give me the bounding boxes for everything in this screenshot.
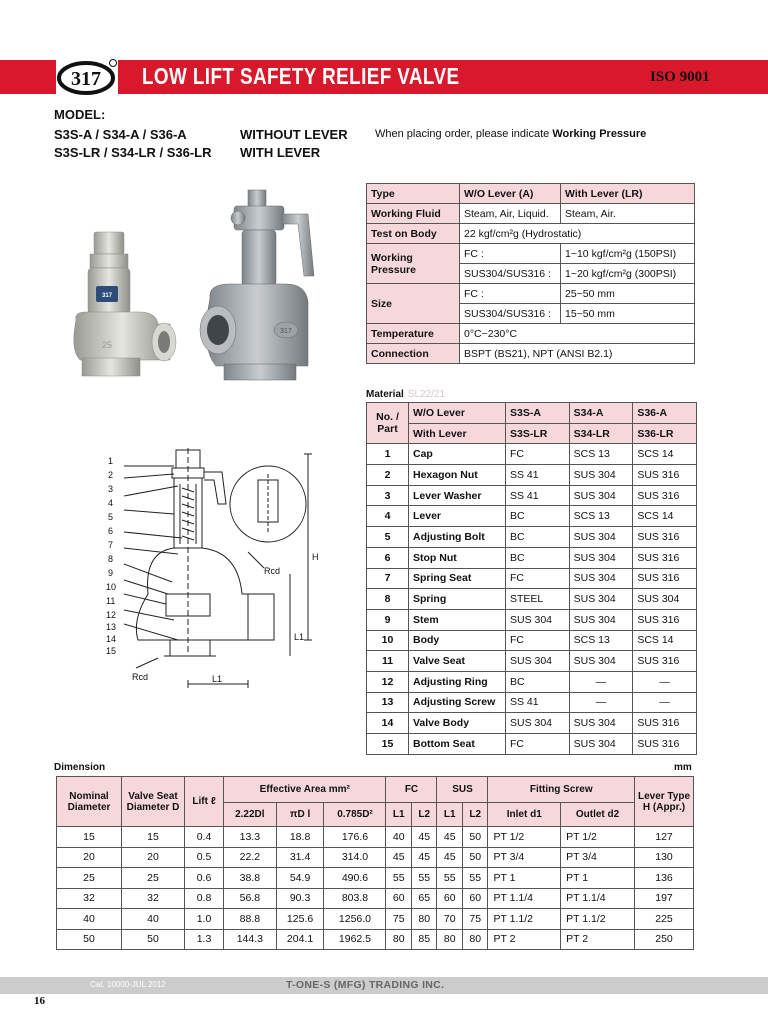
part-name: Adjusting Bolt	[409, 527, 506, 548]
material-value: SUS 316	[633, 568, 697, 589]
material-row	[367, 527, 697, 548]
dimension-value: 50	[122, 929, 185, 950]
dimension-value: 50	[462, 847, 488, 868]
spec-value: 25~50 mm	[561, 284, 695, 304]
diagram-callout: 13	[106, 622, 117, 632]
dim-header: Outlet d2	[561, 803, 635, 827]
diagram-callout: 15	[106, 646, 117, 656]
material-value: SUS 316	[633, 609, 697, 630]
part-number: 5	[367, 527, 409, 548]
spec-value: 22 kgf/cm²g (Hydrostatic)	[460, 224, 695, 244]
dimension-value: 13.3	[224, 827, 277, 848]
dimension-value: 80	[462, 929, 488, 950]
material-value: SUS 304	[506, 609, 570, 630]
dimension-value: 127	[635, 827, 694, 848]
material-value: STEEL	[506, 589, 570, 610]
spec-row-working-pressure	[367, 244, 695, 264]
diagram-label-rcd: Rcd	[132, 672, 149, 682]
brand-logo	[56, 57, 118, 97]
spec-row-type	[367, 184, 695, 204]
dimension-value: 60	[462, 888, 488, 909]
material-row	[367, 547, 697, 568]
dim-header: L1	[437, 803, 463, 827]
spec-header: With Lever (LR)	[561, 184, 695, 204]
material-value: —	[633, 671, 697, 692]
material-value: SS 41	[506, 485, 570, 506]
valve-photo-without-lever	[60, 228, 190, 393]
spec-value: 0°C~230°C	[460, 324, 695, 344]
dimension-value: 490.6	[324, 868, 386, 889]
diagram-label-rcd: Rcd	[264, 566, 281, 576]
dimension-value: 55	[411, 868, 437, 889]
material-row	[367, 671, 697, 692]
part-name: Hexagon Nut	[409, 465, 506, 486]
part-name: Stem	[409, 609, 506, 630]
spec-value: BSPT (BS21), NPT (ANSI B2.1)	[460, 344, 695, 364]
dimension-value: PT 1.1/4	[561, 888, 635, 909]
spec-label: Test on Body	[367, 224, 460, 244]
dimension-unit: mm	[674, 762, 692, 773]
valve-photo-with-lever	[190, 188, 330, 393]
order-note-emphasis: Working Pressure	[552, 128, 647, 140]
dimension-value: 55	[462, 868, 488, 889]
dimension-value: 176.6	[324, 827, 386, 848]
dim-header: L1	[386, 803, 412, 827]
material-value: SCS 13	[569, 444, 633, 465]
material-value: SUS 304	[569, 527, 633, 548]
dimension-value: 136	[635, 868, 694, 889]
part-name: Stop Nut	[409, 547, 506, 568]
svg-text:25: 25	[102, 340, 113, 350]
dim-header: SUS	[437, 777, 488, 803]
model-line-without-lever	[54, 127, 348, 142]
part-number: 3	[367, 485, 409, 506]
dimension-value: 15	[122, 827, 185, 848]
dimension-value: 60	[386, 888, 412, 909]
dimension-row	[57, 827, 694, 848]
dimension-value: 60	[437, 888, 463, 909]
diagram-callout: 12	[106, 610, 117, 620]
material-value: FC	[506, 568, 570, 589]
material-value: —	[569, 671, 633, 692]
order-note-text: When placing order, please indicate	[375, 128, 553, 140]
part-name: Valve Body	[409, 713, 506, 734]
part-number: 8	[367, 589, 409, 610]
material-header: S36-A	[633, 403, 697, 424]
material-value: BC	[506, 671, 570, 692]
part-name: Body	[409, 630, 506, 651]
spec-header: W/O Lever (A)	[460, 184, 561, 204]
dimension-value: PT 1	[488, 868, 561, 889]
material-value: SUS 304	[633, 589, 697, 610]
dimension-value: 144.3	[224, 929, 277, 950]
dimension-value: 45	[437, 827, 463, 848]
dimension-value: 55	[386, 868, 412, 889]
dim-header: L2	[462, 803, 488, 827]
dimension-value: 15	[57, 827, 122, 848]
dimension-value: 50	[462, 827, 488, 848]
dimension-value: 40	[57, 909, 122, 930]
part-number: 7	[367, 568, 409, 589]
material-value: SUS 316	[633, 734, 697, 755]
part-number: 11	[367, 651, 409, 672]
material-row	[367, 589, 697, 610]
dimension-value: 0.5	[185, 847, 224, 868]
material-header: With Lever	[409, 423, 506, 444]
iso-certification: ISO 9001	[650, 69, 710, 85]
material-row	[367, 568, 697, 589]
dim-header: πD l	[276, 803, 324, 827]
dimension-value: 45	[437, 847, 463, 868]
dimension-value: PT 2	[488, 929, 561, 950]
part-number: 14	[367, 713, 409, 734]
dimension-value: 32	[57, 888, 122, 909]
dimension-row	[57, 888, 694, 909]
dimension-value: 65	[411, 888, 437, 909]
spec-row-working-fluid	[367, 204, 695, 224]
diagram-callout: 5	[108, 512, 114, 522]
dim-header: Lift ℓ	[185, 777, 224, 827]
dimension-value: 20	[122, 847, 185, 868]
dimension-row	[57, 929, 694, 950]
dimension-header-row	[57, 777, 694, 803]
dimension-value: 56.8	[224, 888, 277, 909]
material-value: SS 41	[506, 692, 570, 713]
svg-text:317: 317	[101, 293, 113, 299]
material-header: S34-A	[569, 403, 633, 424]
dimension-value: 1.0	[185, 909, 224, 930]
material-value: SCS 14	[633, 444, 697, 465]
material-row	[367, 713, 697, 734]
dim-header: Fitting Screw	[488, 777, 635, 803]
diagram-callout: 1	[108, 456, 114, 466]
material-row	[367, 692, 697, 713]
part-number: 9	[367, 609, 409, 630]
spec-value: SUS304/SUS316 :	[460, 264, 561, 284]
material-value: FC	[506, 630, 570, 651]
material-value: SUS 316	[633, 713, 697, 734]
part-name: Spring	[409, 589, 506, 610]
diagram-label-l1: L1	[212, 674, 223, 684]
diagram-callout: 10	[106, 582, 117, 592]
part-name: Spring Seat	[409, 568, 506, 589]
dimension-value: 314.0	[324, 847, 386, 868]
dim-header: Lever Type H (Appr.)	[635, 777, 694, 827]
spec-row-connection	[367, 344, 695, 364]
spec-value: Steam, Air, Liquid.	[460, 204, 561, 224]
dimension-value: 55	[437, 868, 463, 889]
dimension-value: 45	[411, 847, 437, 868]
material-value: BC	[506, 506, 570, 527]
order-note	[375, 128, 646, 140]
dimension-value: 197	[635, 888, 694, 909]
material-value: SUS 304	[569, 609, 633, 630]
diagram-callout: 3	[108, 484, 114, 494]
spec-label: Temperature	[367, 324, 460, 344]
dimension-value: 22.2	[224, 847, 277, 868]
spec-value: FC :	[460, 284, 561, 304]
catalog-number: Cat. 10000-JUL 2012	[90, 980, 166, 989]
spec-value: 15~50 mm	[561, 304, 695, 324]
spec-label: Working Fluid	[367, 204, 460, 224]
material-value: SUS 304	[506, 651, 570, 672]
dimension-value: 40	[122, 909, 185, 930]
spec-label: Type	[367, 184, 460, 204]
material-row	[367, 506, 697, 527]
dimension-row	[57, 909, 694, 930]
svg-text:317: 317	[71, 68, 101, 90]
material-value: BC	[506, 527, 570, 548]
dimension-value: 80	[411, 909, 437, 930]
dimension-value: 90.3	[276, 888, 324, 909]
part-number: 6	[367, 547, 409, 568]
dimension-value: 45	[411, 827, 437, 848]
part-number: 10	[367, 630, 409, 651]
material-header: S3S-LR	[506, 423, 570, 444]
material-value: BC	[506, 547, 570, 568]
dimension-value: 20	[57, 847, 122, 868]
material-label	[366, 389, 445, 400]
material-header: S34-LR	[569, 423, 633, 444]
material-header: S36-LR	[633, 423, 697, 444]
company-name: T-ONE-S (MFG) TRADING INC.	[286, 979, 445, 991]
dimension-value: PT 1	[561, 868, 635, 889]
material-row	[367, 485, 697, 506]
spec-value: FC :	[460, 244, 561, 264]
material-table	[366, 402, 697, 755]
dimension-value: 18.8	[276, 827, 324, 848]
spec-value: Steam, Air.	[561, 204, 695, 224]
dimension-value: PT 1.1/4	[488, 888, 561, 909]
material-row	[367, 444, 697, 465]
material-header: S3S-A	[506, 403, 570, 424]
dimension-value: 125.6	[276, 909, 324, 930]
material-value: SUS 316	[633, 547, 697, 568]
dimension-value: 25	[57, 868, 122, 889]
page-number: 16	[34, 995, 45, 1007]
dimension-value: 50	[57, 929, 122, 950]
diagram-callout: 9	[108, 568, 114, 578]
part-number: 2	[367, 465, 409, 486]
material-spec-ref: SL22/21	[407, 389, 446, 400]
diagram-callout: 8	[108, 554, 114, 564]
dimension-value: 45	[386, 847, 412, 868]
dim-header: Nominal Diameter	[57, 777, 122, 827]
dimension-value: 85	[411, 929, 437, 950]
part-number: 1	[367, 444, 409, 465]
model-codes: S3S-LR / S34-LR / S36-LR	[54, 145, 212, 160]
dim-header: Inlet d1	[488, 803, 561, 827]
spec-value: SUS304/SUS316 :	[460, 304, 561, 324]
model-desc: WITHOUT LEVER	[240, 127, 348, 142]
material-value: —	[633, 692, 697, 713]
material-header: W/O Lever	[409, 403, 506, 424]
dimension-value: 0.6	[185, 868, 224, 889]
material-value: SUS 316	[633, 527, 697, 548]
diagram-label-l1: L1	[294, 632, 305, 642]
dimension-value: 54.9	[276, 868, 324, 889]
dimension-row	[57, 847, 694, 868]
part-number: 4	[367, 506, 409, 527]
material-value: SCS 13	[569, 630, 633, 651]
material-value: SS 41	[506, 465, 570, 486]
dim-header: Effective Area mm²	[224, 777, 386, 803]
part-name: Lever	[409, 506, 506, 527]
material-value: SUS 304	[569, 568, 633, 589]
valve-cross-section-diagram	[98, 444, 346, 707]
material-value: FC	[506, 734, 570, 755]
material-value: SUS 304	[569, 589, 633, 610]
dimension-label: Dimension	[54, 762, 106, 773]
dimension-value: 80	[386, 929, 412, 950]
dim-header: L2	[411, 803, 437, 827]
spec-label: Size	[367, 284, 460, 324]
spec-row-test-on-body	[367, 224, 695, 244]
material-value: SUS 316	[633, 465, 697, 486]
diagram-callout: 2	[108, 470, 114, 480]
svg-text:317: 317	[280, 328, 292, 335]
material-value: SUS 304	[569, 465, 633, 486]
material-header-row	[367, 423, 697, 444]
material-value: SUS 316	[633, 651, 697, 672]
dimension-value: 75	[462, 909, 488, 930]
part-name: Valve Seat	[409, 651, 506, 672]
material-row	[367, 465, 697, 486]
dimension-value: PT 1.1/2	[488, 909, 561, 930]
part-number: 15	[367, 734, 409, 755]
dimension-value: PT 2	[561, 929, 635, 950]
dimension-value: 0.4	[185, 827, 224, 848]
dimension-row	[57, 868, 694, 889]
part-name: Adjusting Screw	[409, 692, 506, 713]
dimension-value: 225	[635, 909, 694, 930]
dim-header: 0.785D²	[324, 803, 386, 827]
dim-header: 2.22Dl	[224, 803, 277, 827]
model-heading: MODEL:	[54, 107, 106, 122]
spec-row-size	[367, 284, 695, 304]
dimension-value: PT 3/4	[561, 847, 635, 868]
spec-label: Connection	[367, 344, 460, 364]
dimension-value: 204.1	[276, 929, 324, 950]
material-value: SUS 304	[506, 713, 570, 734]
material-value: FC	[506, 444, 570, 465]
spec-row-temperature	[367, 324, 695, 344]
material-value: SCS 14	[633, 506, 697, 527]
material-header-row	[367, 403, 697, 424]
material-value: —	[569, 692, 633, 713]
material-value: SUS 304	[569, 713, 633, 734]
material-value: SUS 304	[569, 734, 633, 755]
material-row	[367, 630, 697, 651]
spec-value: 1~10 kgf/cm²g (150PSI)	[561, 244, 695, 264]
specification-table	[366, 183, 695, 364]
material-value: SUS 304	[569, 651, 633, 672]
spec-value: 1~20 kgf/cm²g (300PSI)	[561, 264, 695, 284]
dimension-value: 80	[437, 929, 463, 950]
part-number: 12	[367, 671, 409, 692]
diagram-callout: 4	[108, 498, 114, 508]
dimension-value: 32	[122, 888, 185, 909]
dimension-value: 130	[635, 847, 694, 868]
dimension-value: PT 1.1/2	[561, 909, 635, 930]
model-codes: S3S-A / S34-A / S36-A	[54, 127, 187, 142]
dimension-value: 40	[386, 827, 412, 848]
dimension-value: 31.4	[276, 847, 324, 868]
dimension-value: PT 3/4	[488, 847, 561, 868]
spec-label: Working Pressure	[367, 244, 460, 284]
model-line-with-lever	[54, 145, 321, 160]
material-no-part-header: No. / Part	[367, 403, 409, 444]
dimension-value: 0.8	[185, 888, 224, 909]
material-value: SCS 13	[569, 506, 633, 527]
diagram-callout: 7	[108, 540, 114, 550]
material-label-text: Material	[366, 389, 404, 400]
dimension-value: 25	[122, 868, 185, 889]
material-value: SUS 304	[569, 485, 633, 506]
page-title: LOW LIFT SAFETY RELIEF VALVE	[142, 63, 460, 89]
material-value: SCS 14	[633, 630, 697, 651]
diagram-callout: 6	[108, 526, 114, 536]
dimension-value: 75	[386, 909, 412, 930]
diagram-callout: 11	[106, 596, 116, 606]
part-name: Cap	[409, 444, 506, 465]
dimension-value: 803.8	[324, 888, 386, 909]
material-row	[367, 734, 697, 755]
material-value: SUS 316	[633, 485, 697, 506]
model-desc: WITH LEVER	[240, 145, 321, 160]
material-value: SUS 304	[569, 547, 633, 568]
material-row	[367, 609, 697, 630]
dimension-value: PT 1/2	[488, 827, 561, 848]
dimension-value: 1.3	[185, 929, 224, 950]
dimension-value: 38.8	[224, 868, 277, 889]
part-name: Lever Washer	[409, 485, 506, 506]
dimension-value: 250	[635, 929, 694, 950]
dimension-value: 1256.0	[324, 909, 386, 930]
dimension-value: 70	[437, 909, 463, 930]
dimension-table	[56, 776, 694, 950]
part-name: Bottom Seat	[409, 734, 506, 755]
dim-header: FC	[386, 777, 437, 803]
dimension-value: 88.8	[224, 909, 277, 930]
dimension-value: 1962.5	[324, 929, 386, 950]
diagram-callout: 14	[106, 634, 117, 644]
diagram-label-h: H	[312, 552, 319, 562]
part-name: Adjusting Ring	[409, 671, 506, 692]
dimension-value: PT 1/2	[561, 827, 635, 848]
dim-header: Valve Seat Diameter D	[122, 777, 185, 827]
material-row	[367, 651, 697, 672]
part-number: 13	[367, 692, 409, 713]
